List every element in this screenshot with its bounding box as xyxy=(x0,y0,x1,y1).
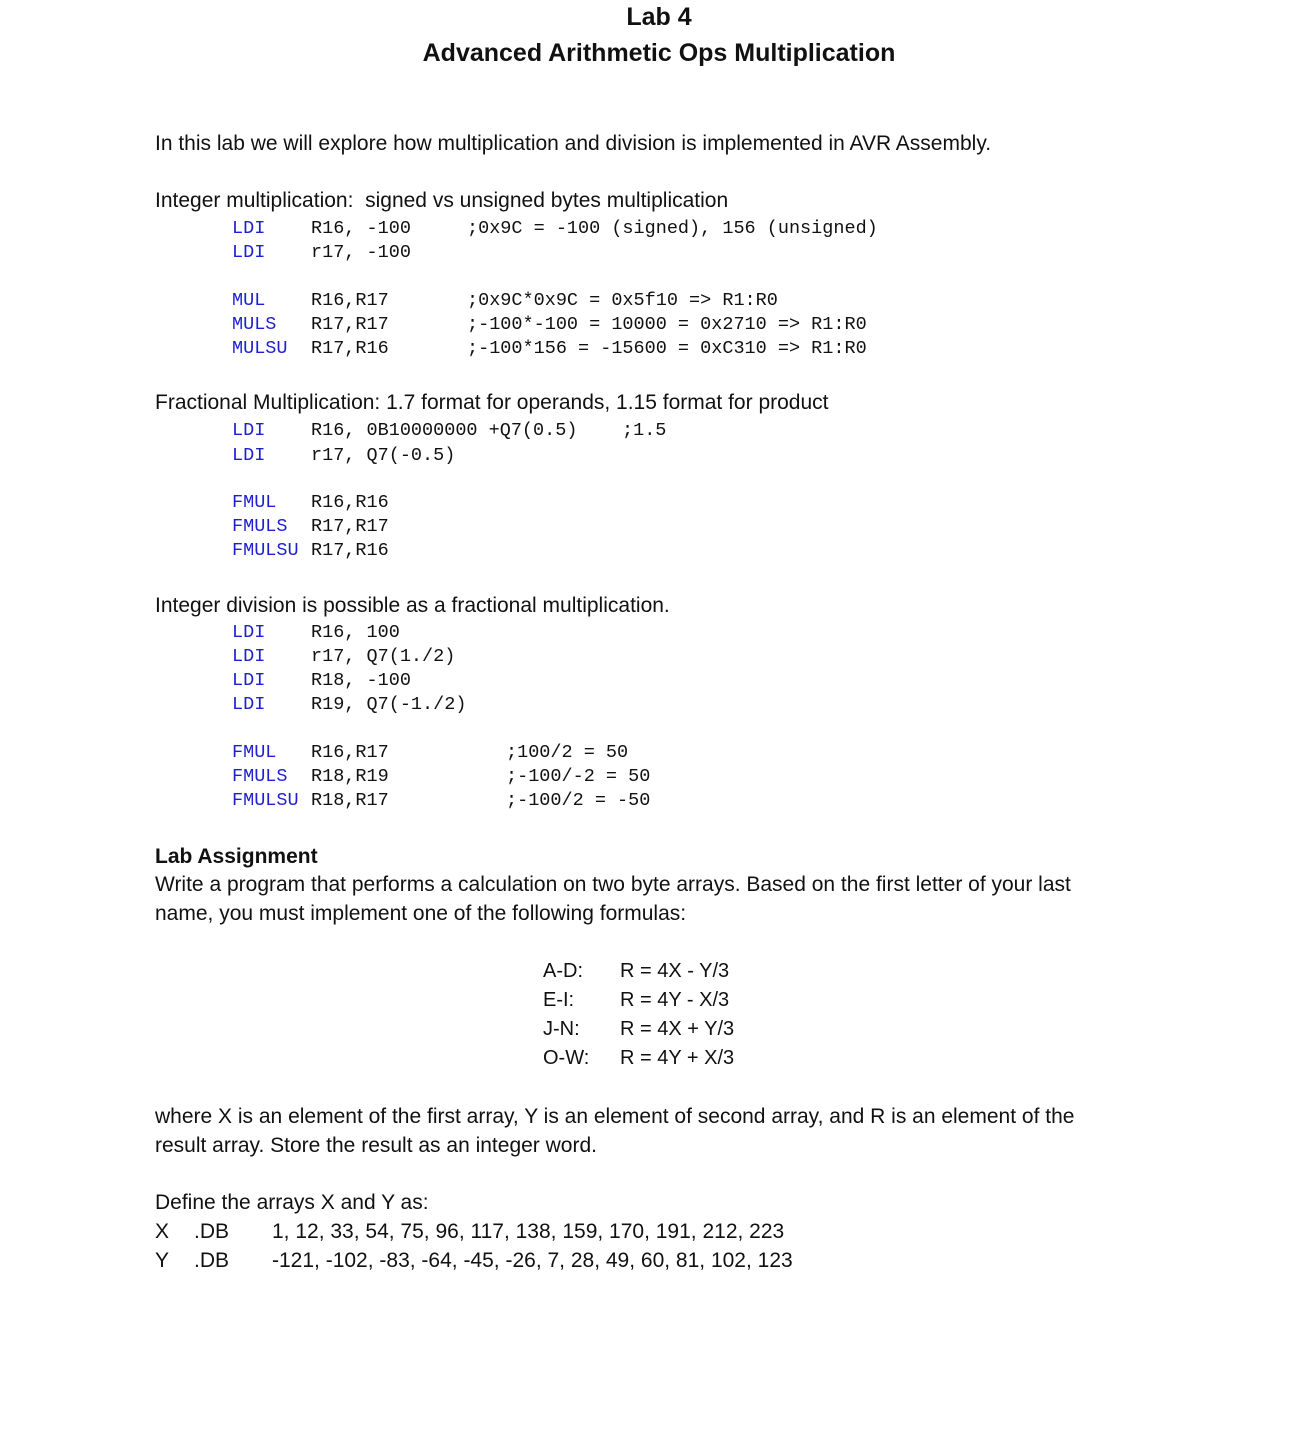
page-title: Lab 4 xyxy=(626,3,692,31)
formula: R = 4Y + X/3 xyxy=(620,1047,735,1069)
code-keyword: FMUL xyxy=(232,492,277,513)
code-keyword: FMULS xyxy=(232,516,288,537)
code-keyword: MUL xyxy=(232,290,266,311)
array-directive: .DB xyxy=(194,1220,230,1243)
code-keyword: FMULSU xyxy=(232,790,299,811)
code-keyword: FMULSU xyxy=(232,540,299,561)
formula: R = 4X - Y/3 xyxy=(620,960,730,982)
formula-range: A-D: xyxy=(543,960,583,982)
code-keyword: LDI xyxy=(232,622,266,643)
array-name: Y xyxy=(155,1249,170,1272)
int-div-heading: Integer division is possible as a fractional multiplication. xyxy=(155,594,670,617)
code-keyword: LDI xyxy=(232,218,266,239)
code-operands: R19, Q7(-1./2) xyxy=(311,694,467,715)
array-directive: .DB xyxy=(194,1249,230,1272)
assignment-text-line: result array. Store the result as an integer word. xyxy=(155,1134,597,1157)
code-operands: R16, 0B10000000 +Q7(0.5) xyxy=(311,420,578,441)
code-comment: ;-100/-2 = 50 xyxy=(506,766,651,787)
array-values: 1, 12, 33, 54, 75, 96, 117, 138, 159, 170, 191, 212, 223 xyxy=(272,1220,785,1243)
code-keyword: MULSU xyxy=(232,338,288,359)
code-operands: R18,R19 xyxy=(311,766,389,787)
assignment-text-line: name, you must implement one of the following formulas: xyxy=(155,902,687,925)
assignment-text-line: where X is an element of the first array, Y is an element of second array, and R is an element of the xyxy=(155,1105,1075,1128)
code-keyword: LDI xyxy=(232,445,266,466)
assignment-heading: Lab Assignment xyxy=(155,845,318,868)
code-operands: r17, -100 xyxy=(311,242,411,263)
formula: R = 4X + Y/3 xyxy=(620,1018,735,1040)
code-operands: R17,R17 xyxy=(311,314,389,335)
code-keyword: FMUL xyxy=(232,742,277,763)
array-values: -121, -102, -83, -64, -45, -26, 7, 28, 49, 60, 81, 102, 123 xyxy=(272,1249,793,1272)
code-operands: R18,R17 xyxy=(311,790,389,811)
formula-range: J-N: xyxy=(543,1018,580,1040)
code-keyword: LDI xyxy=(232,420,266,441)
code-operands: R16, 100 xyxy=(311,622,400,643)
code-operands: R16,R17 xyxy=(311,742,389,763)
code-operands: R16,R16 xyxy=(311,492,389,513)
code-operands: R17,R17 xyxy=(311,516,389,537)
code-comment: ;100/2 = 50 xyxy=(506,742,629,763)
formula-range: E-I: xyxy=(543,989,575,1011)
define-arrays-label: Define the arrays X and Y as: xyxy=(155,1191,429,1214)
page-subtitle: Advanced Arithmetic Ops Multiplication xyxy=(422,39,896,67)
code-comment: ;-100*156 = -15600 = 0xC310 => R1:R0 xyxy=(467,338,867,359)
frac-mul-heading: Fractional Multiplication: 1.7 format for operands, 1.15 format for product xyxy=(155,391,829,414)
int-mul-heading: Integer multiplication: signed vs unsigned bytes multiplication xyxy=(155,189,729,212)
code-keyword: LDI xyxy=(232,646,266,667)
code-operands: r17, Q7(-0.5) xyxy=(311,445,456,466)
code-operands: R16, -100 xyxy=(311,218,411,239)
code-keyword: LDI xyxy=(232,242,266,263)
formula: R = 4Y - X/3 xyxy=(620,989,730,1011)
code-operands: R16,R17 xyxy=(311,290,389,311)
code-comment: ;1.5 xyxy=(622,420,667,441)
code-operands: R17,R16 xyxy=(311,540,389,561)
code-comment: ;0x9C*0x9C = 0x5f10 => R1:R0 xyxy=(467,290,778,311)
code-comment: ;-100*-100 = 10000 = 0x2710 => R1:R0 xyxy=(467,314,867,335)
code-keyword: MULS xyxy=(232,314,277,335)
code-keyword: LDI xyxy=(232,670,266,691)
code-keyword: LDI xyxy=(232,694,266,715)
code-operands: R18, -100 xyxy=(311,670,411,691)
intro-text: In this lab we will explore how multiplication and division is implemented in AVR Assembly. xyxy=(155,132,992,155)
array-name: X xyxy=(155,1220,170,1243)
code-comment: ;0x9C = -100 (signed), 156 (unsigned) xyxy=(467,218,878,239)
formula-range: O-W: xyxy=(543,1047,590,1069)
code-comment: ;-100/2 = -50 xyxy=(506,790,651,811)
code-operands: R17,R16 xyxy=(311,338,389,359)
assignment-text-line: Write a program that performs a calculation on two byte arrays. Based on the first letter of your last xyxy=(155,873,1071,896)
code-operands: r17, Q7(1./2) xyxy=(311,646,456,667)
code-keyword: FMULS xyxy=(232,766,288,787)
